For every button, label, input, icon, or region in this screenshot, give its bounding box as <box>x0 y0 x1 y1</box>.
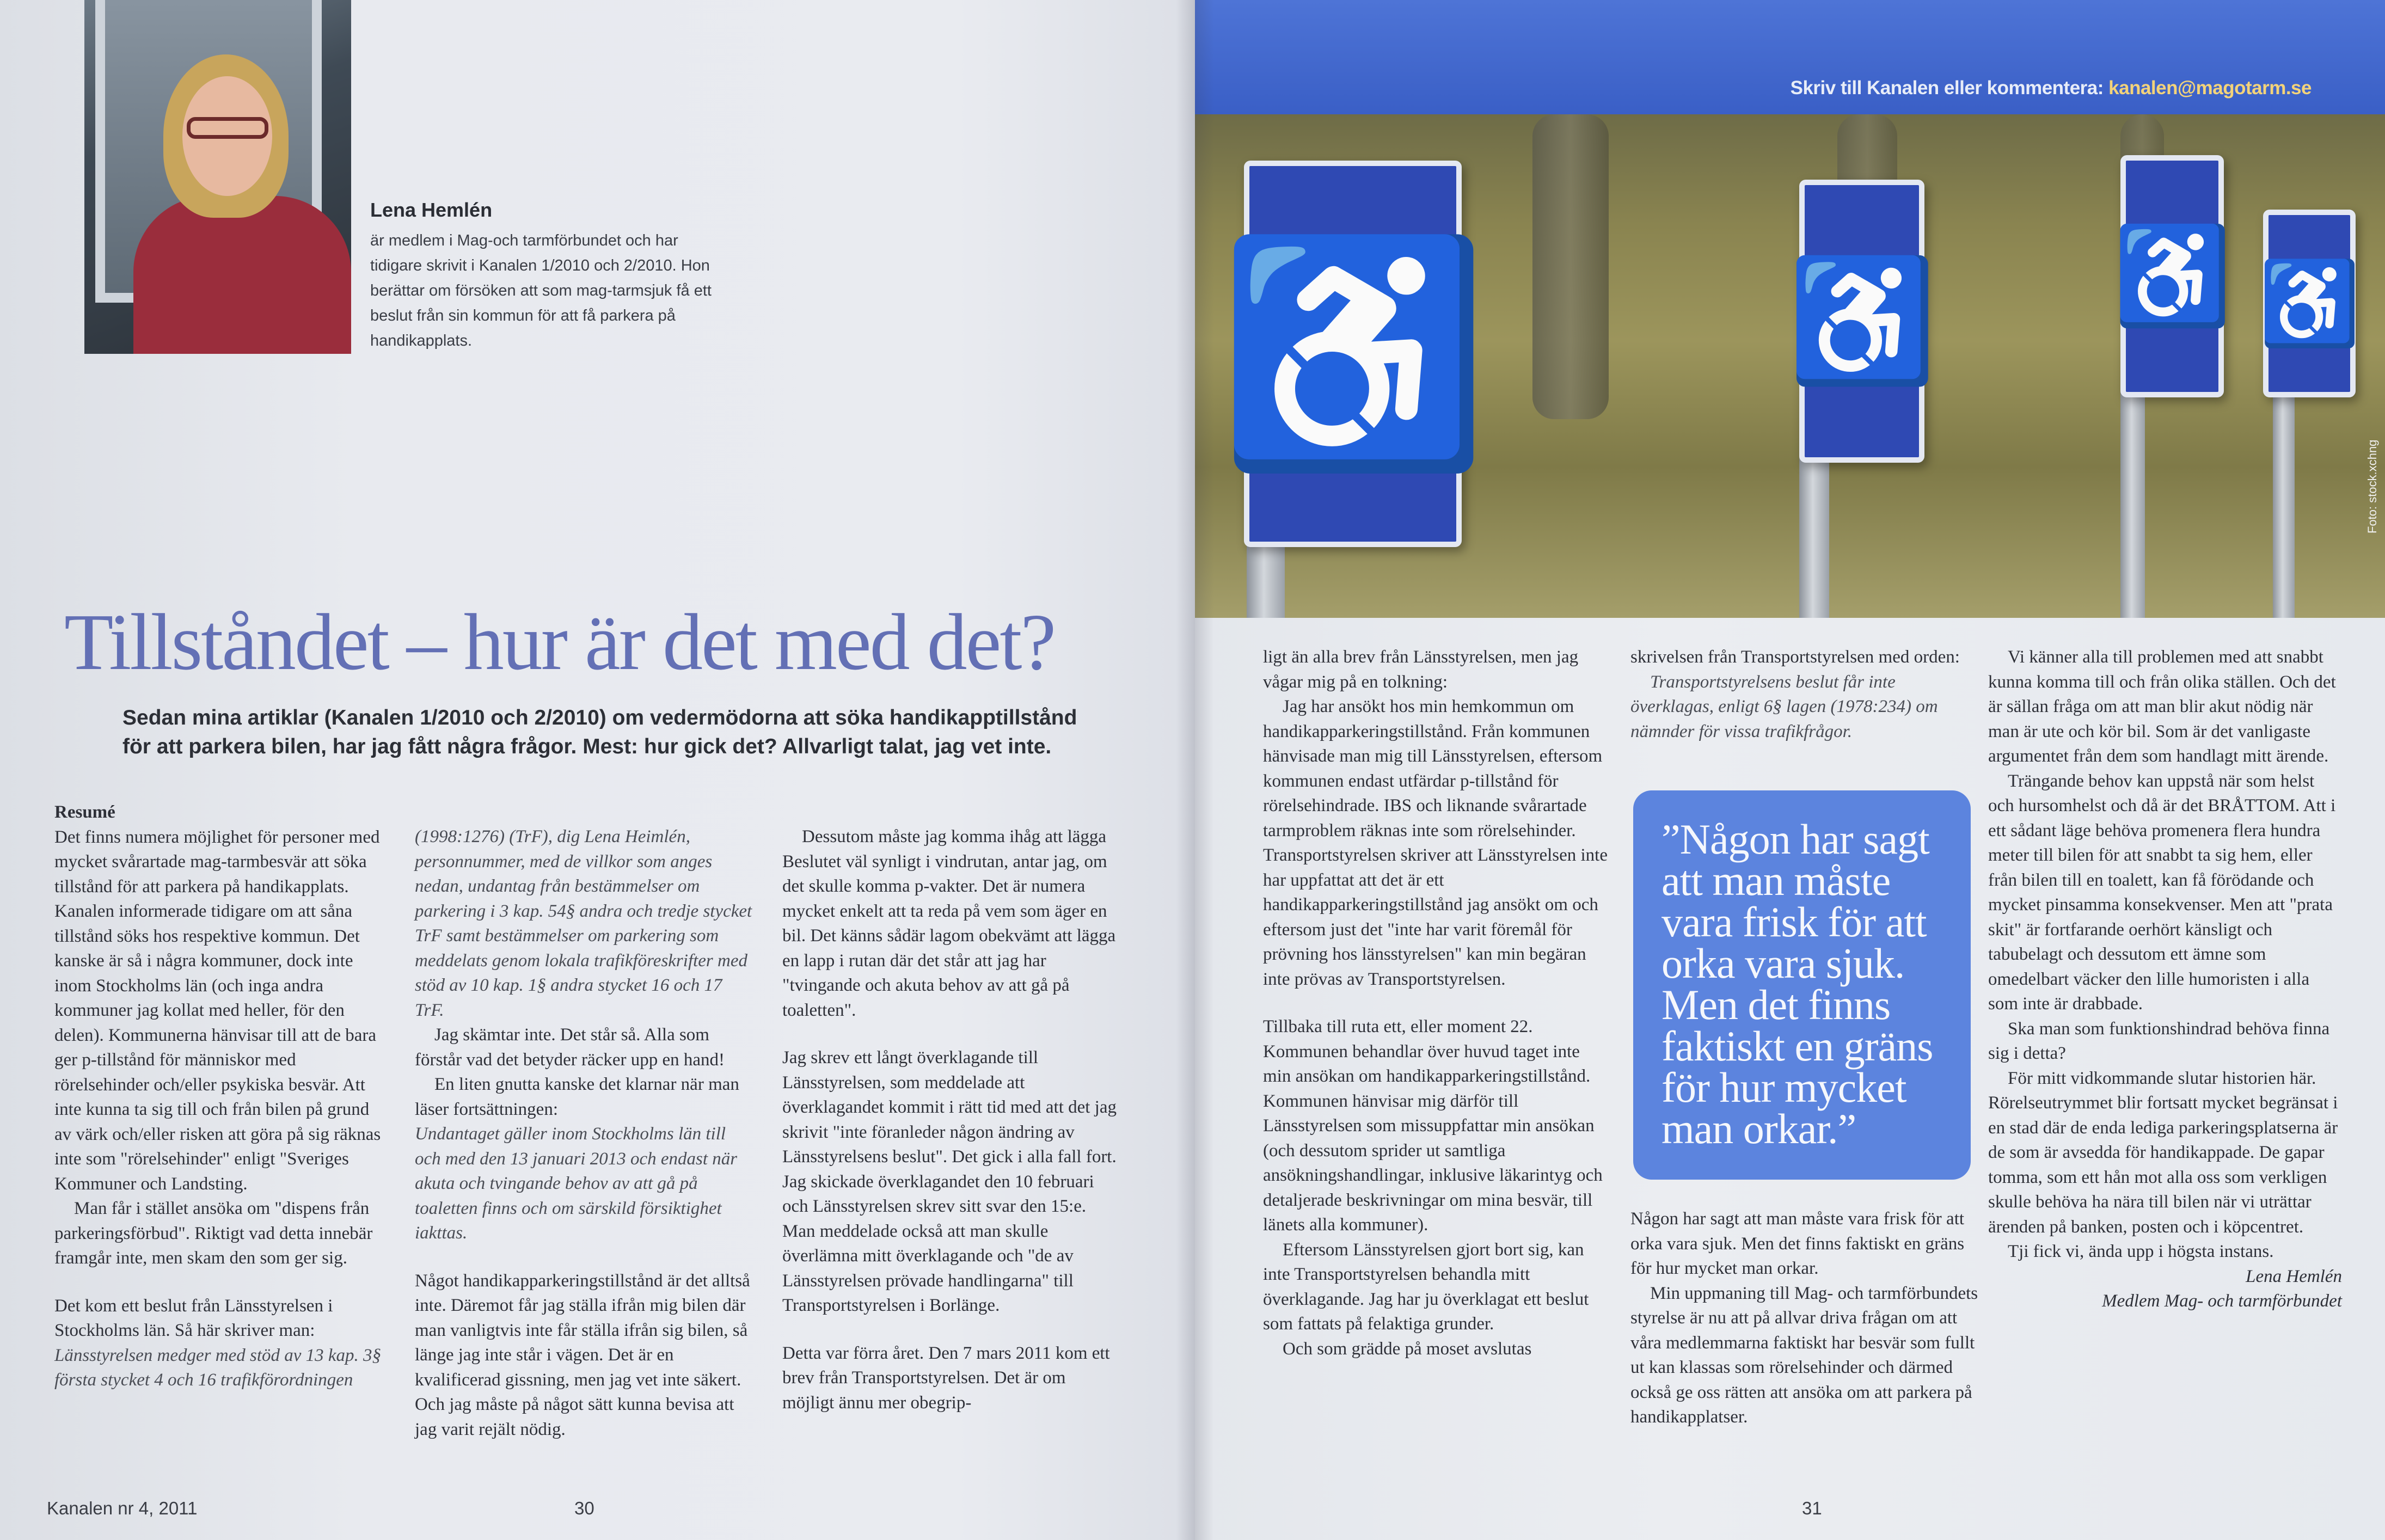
quoted-decision: Undantaget gäller inom Stockholms län till och med den 13 januari 2013 och endast när akuta och tvingande behov av att gå på toaletten finns och om särskild försiktighet iakttas. <box>415 1124 738 1243</box>
tree-trunk <box>1532 114 1609 419</box>
author-name: Lena Hemlén <box>370 199 493 221</box>
sign-pole <box>2120 376 2145 618</box>
sign-pole <box>2273 376 2295 618</box>
paragraph: Det kom ett beslut från Länsstyrelsen i Stockholms län. Så här skriver man: <box>54 1296 333 1340</box>
paragraph: Vi känner alla till problemen med att snabbt kunna komma till och från olika ställen. Och det är sällan fråga om att man blir akut nödig när man är ute och kör bil. Som är det vanligaste argumentet från dem som handlagt mitt ärende. <box>1988 647 2336 766</box>
contact-email-link[interactable]: kanalen@magotarm.se <box>2108 77 2312 99</box>
paragraph: Tillbaka till ruta ett, eller moment 22. Kommunen behandlar över huvud taget inte min ansökan om handikapparkeringstillstånd. Kommunen hänvisar mig därför till Länsstyrelsen som missuppfattar min ansökan (och dessutom sprider ut samtliga ansökningshandlingar, inklusive läkarintyg och detaljerade beskrivningar om mina besvär, till länets alla kommuner). <box>1263 1017 1603 1235</box>
wheelchair-icon: ♿ <box>1787 255 1936 388</box>
paragraph: Trängande behov kan uppstå när som helst och hursomhelst och då är det BRÅTTOM. Att i ett sådant läge behöva promenera flera hundra meter till bilen för att snabbt ta sig hem, eller från bilen till en toalett, kan få förödande och mycket pinsamma konsekvenser. Men att "prata skit" är fortfarande oerhört känsligt och tabubelagt och dessutom ett ämne som omedelbart väcker den lille humoristen i alla som inte är drabbade. <box>1988 771 2336 1014</box>
handicap-sign <box>2113 155 2231 397</box>
pull-quote: ”Någon har sagt att man måste vara frisk för att orka vara sjuk. Men det finns faktiskt en gräns för hur mycket man orkar.” <box>1633 790 1971 1180</box>
quoted-decision: Transportstyrelsens beslut får inte överklagas, enligt 6§ lagen (1978:234) om nämnder för vissa trafikfrågor. <box>1630 672 1938 741</box>
handicap-sign <box>1787 180 1936 463</box>
glasses <box>187 117 268 139</box>
left-column-3 <box>782 825 1120 1415</box>
coat <box>133 196 351 354</box>
page-gutter <box>1176 0 1214 1540</box>
wheelchair-icon: ♿ <box>1217 234 1489 476</box>
photo-credit: Foto: stock.xchng <box>2365 439 2379 533</box>
article-lead: Sedan mina artiklar (Kanalen 1/2010 och 2/2010) om vedermödorna att söka handikapptillstånd för att parkera bilen, har jag fått några frågor. Mest: hur gick det? Allvarligt talat, jag vet inte. <box>122 706 1077 758</box>
quoted-decision: Länsstyrelsen medger med stöd av 13 kap. 3§ första stycket 4 och 16 trafikförordningen <box>54 1345 382 1390</box>
paragraph: Ska man som funktionshindrad behöva finna sig i detta? <box>1988 1019 2330 1063</box>
paragraph: Min uppmaning till Mag- och tarmförbundets styrelse är nu att på allvar driva frågan om att våra medlemmarna faktiskt har besvär som fullt ut kan klassas som rörelsehinder och därmed också ge oss rätten att ansöka om att parkera på handikapplatser. <box>1630 1283 1978 1427</box>
paragraph: skrivelsen från Transportstyrelsen med orden: <box>1630 647 1960 667</box>
left-column-2 <box>415 825 755 1442</box>
parking-sign-photo <box>1195 114 2385 618</box>
paragraph: Jag skämtar inte. Det står så. Alla som förstår vad det betyder räcker upp en hand! <box>415 1025 725 1070</box>
handicap-sign <box>2258 210 2361 397</box>
paragraph: Jag har ansökt hos min hemkommun om handikapparkeringstillstånd. Från kommunen hänvisade man mig till Länsstyrelsen, eftersom kommunen endast utfärdar p-tillstånd för rörelsehindrade. IBS och liknande svårartade tarmproblem räknas inte som rörelsehinder. Transportstyrelsen skriver att Länsstyrelsen inte har uppfattat att det är ett handikapparkeringstillstånd jag ansökt om och eftersom just det "inte har varit föremål för prövning hos länsstyrelsen" kan min begäran inte prövas av Transportstyrelsen. <box>1263 697 1608 989</box>
paragraph: Det finns numera möjlighet för personer med mycket svårartade mag-tarmbesvär att söka tillstånd för att parkera på handikapplats. Kanalen informerade tidigare om att såna tillstånd söks hos respektive kommun. Det kanske är så i några kommuner, dock inte inom Stockholms län (och inga andra kommuner jag kollat med heller, för den delen). Kommunerna hänvisar till att de bara ger p-tillstånd för människor med rörelsehinder och/eller psykiska besvär. Att inte kunna ta sig till och från bilen på grund av värk och/eller risken att göra på sig räknas inte som "rörelsehinder" enligt "Sveriges Kommuner och Landsting. <box>54 827 381 1194</box>
quoted-decision: (1998:1276) (TrF), dig Lena Heimlén, personnummer, med de villkor som anges nedan, undantag från bestämmelser om parkering i 3 kap. 54§ andra och tredje stycket TrF samt bestämmelser om parkering som meddelats genom lokala trafikföreskrifter med stöd av 10 kap. 1§ andra stycket 16 och 17 TrF. <box>415 827 752 1020</box>
right-column-1 <box>1263 645 1611 1361</box>
header-bar <box>1195 0 2385 114</box>
article-headline: Tillståndet – hur är det med det? <box>64 598 1055 687</box>
signature-title: Medlem Mag- och tarmförbundet <box>2102 1291 2342 1311</box>
paragraph: Detta var förra året. Den 7 mars 2011 kom ett brev från Transportstyrelsen. Det är om möjligt ännu mer obegrip- <box>782 1343 1110 1413</box>
paragraph: Tji fick vi, ända upp i högsta instans. <box>2008 1242 2274 1261</box>
issue-footer: Kanalen nr 4, 2011 <box>47 1498 198 1518</box>
paragraph: Man får i stället ansöka om "dispens från parkeringsförbud". Riktigt vad detta innebär framgår inte, men skam den som ger sig. <box>54 1199 373 1268</box>
paragraph: Någon har sagt att man måste vara frisk för att orka vara sjuk. Men det finns faktiskt en gräns för hur mycket man orkar. <box>1630 1209 1965 1278</box>
paragraph: För mitt vidkommande slutar historien här. Rörelseutrymmet blir fortsatt mycket begränsat i en stad där de enda lediga parkeringsplatserna är de som är avsedda för handikappade. De gapar tomma, som ett hån mot alla oss som verkligen skulle behöva ha nära till bilen när vi uträttar ärenden på banken, posten och i köpcentret. <box>1988 1068 2338 1237</box>
paragraph: ligt än alla brev från Länsstyrelsen, men jag vågar mig på en tolkning: <box>1263 647 1579 692</box>
signature-name: Lena Hemlén <box>2246 1266 2342 1286</box>
paragraph: Något handikapparkeringstillstånd är det alltså inte. Däremot får jag ställa ifrån mig bilen där man vanligtvis inte får ställa ifrån sig bilen, så länge jag inte står i vägen. Det är en kvalificerad gissning, men jag vet inte säkert. Och jag måste på något sätt kunna bevisa att jag varit rejält nödig. <box>415 1271 750 1439</box>
paragraph: Dessutom måste jag komma ihåg att lägga Beslutet väl synligt i vindrutan, antar jag, om det skulle komma p-vakter. Det är numera mycket enkelt att ta reda på vem som äger en bil. Det känns sådär lagom obekvämt att lägga en lapp i rutan där det står att jag har "tvingande och akuta behov av att gå på toaletten". <box>782 827 1116 1020</box>
right-column-3 <box>1988 645 2342 1314</box>
author-bio: är medlem i Mag-och tarmförbundet och har tidigare skrivit i Kanalen 1/2010 och 2/2010. Hon berättar om försöken att som mag-tarmsjuk få ett beslut från sin kommun för att få parkera på handikapplats. <box>370 232 712 349</box>
handicap-sign <box>1217 161 1489 547</box>
left-column-1 <box>54 800 387 1393</box>
contact-text: Skriv till Kanalen eller kommentera: <box>1790 77 2104 99</box>
resume-heading: Resumé <box>54 802 115 822</box>
paragraph: Eftersom Länsstyrelsen gjort bort sig, kan inte Transportstyrelsen behandla mitt överklagande. Jag har ju överklagat ett beslut som fattats på felaktiga grunder. <box>1263 1240 1589 1334</box>
author-box <box>370 199 729 353</box>
paragraph: En liten gnutta kanske det klarnar när man läser fortsättningen: <box>415 1075 739 1119</box>
wheelchair-icon: ♿ <box>2113 224 2231 329</box>
paragraph: Jag skrev ett långt överklagande till Länsstyrelsen, som meddelade att överklagandet kommit i rätt tid med att det jag skrivit "inte föranleder någon ändring av Länsstyrelsens beslut". Det gick i alla fall fort. Jag skickade överklagandet den 10 februari och Länsstyrelsen skrev sitt svar den 15:e. Man meddelade också att man skulle överlämna mitt överklagande och "de av Länsstyrelsen prövade handlingarna" till Transportstyrelsen i Borlänge. <box>782 1048 1117 1315</box>
wheelchair-icon: ♿ <box>2258 259 2361 349</box>
paragraph: Och som grädde på moset avslutas <box>1283 1339 1532 1359</box>
page-number-right: 31 <box>1802 1498 1822 1518</box>
author-photo <box>84 0 351 354</box>
header-contact <box>1791 77 2312 99</box>
page-number-left: 30 <box>574 1498 594 1518</box>
